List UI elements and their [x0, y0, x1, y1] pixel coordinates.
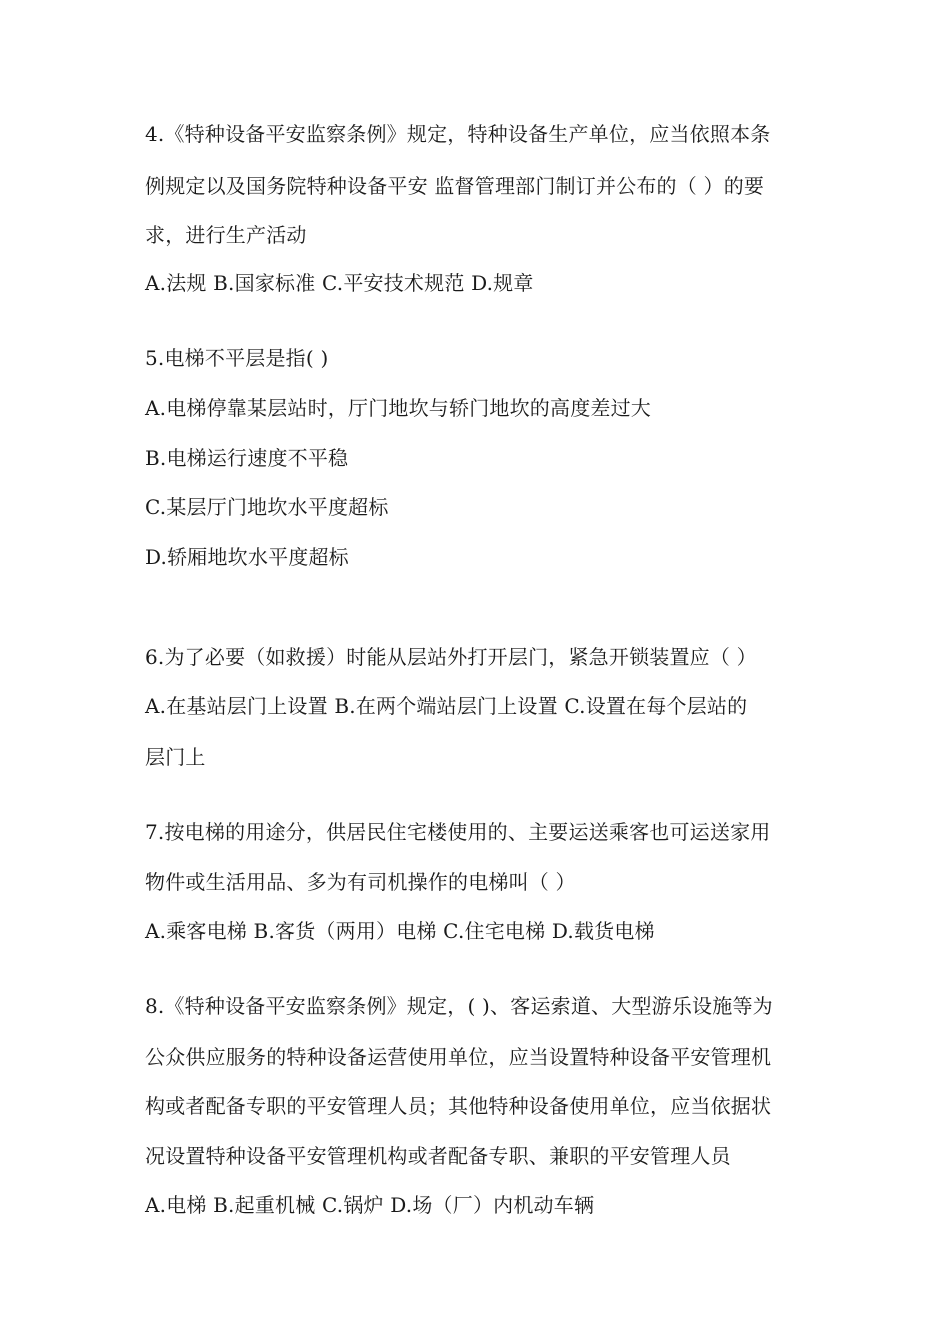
question-7-line-1: 7.按电梯的用途分，供居民住宅楼使用的、主要运送乘客也可运送家用: [145, 820, 771, 844]
question-8-line-3: 构或者配备专职的平安管理人员；其他特种设备使用单位，应当依据状: [145, 1094, 772, 1118]
question-6-options-line-1: A.在基站层门上设置 B.在两个端站层门上设置 C.设置在每个层站的: [145, 694, 748, 718]
question-6-stem: 6.为了必要（如救援）时能从层站外打开层门，紧急开锁装置应（ ）: [145, 645, 757, 669]
question-8-line-4: 况设置特种设备平安管理机构或者配备专职、兼职的平安管理人员: [145, 1144, 731, 1168]
question-7-options: A.乘客电梯 B.客货（两用）电梯 C.住宅电梯 D.载货电梯: [145, 919, 655, 943]
question-4-options: A.法规 B.国家标准 C.平安技术规范 D.规章: [145, 271, 534, 295]
question-4-line-2: 例规定以及国务院特种设备平安 监督管理部门制订并公布的（ ）的要: [145, 174, 765, 198]
question-4-line-1: 4.《特种设备平安监察条例》规定，特种设备生产单位，应当依照本条: [145, 122, 771, 146]
question-5-option-a: A.电梯停靠某层站时，厅门地坎与轿门地坎的高度差过大: [145, 396, 652, 420]
question-4-line-3: 求，进行生产活动: [145, 223, 307, 247]
question-8-line-1: 8.《特种设备平安监察条例》规定，( )、客运索道、大型游乐设施等为: [145, 994, 773, 1018]
question-6-options-line-2: 层门上: [145, 745, 206, 769]
question-5-option-c: C.某层厅门地坎水平度超标: [145, 495, 389, 519]
question-5-option-b: B.电梯运行速度不平稳: [145, 446, 349, 470]
question-7-line-2: 物件或生活用品、多为有司机操作的电梯叫（ ）: [145, 870, 576, 894]
question-5-stem: 5.电梯不平层是指( ): [145, 346, 329, 370]
question-8-line-2: 公众供应服务的特种设备运营使用单位，应当设置特种设备平安管理机: [145, 1045, 772, 1069]
question-5-option-d: D.轿厢地坎水平度超标: [145, 545, 349, 569]
question-8-options: A.电梯 B.起重机械 C.锅炉 D.场（厂）内机动车辆: [145, 1193, 595, 1217]
